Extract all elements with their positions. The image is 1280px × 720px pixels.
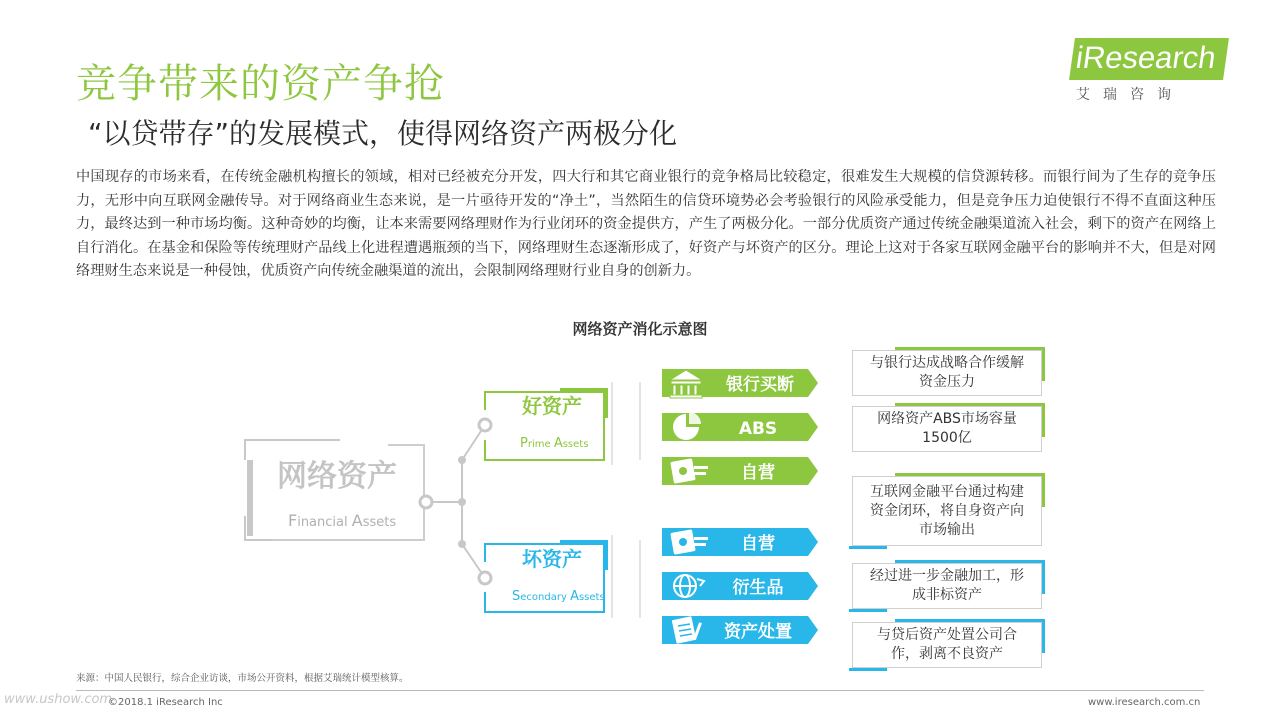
bad-item-label: 衍生品 [732, 578, 784, 598]
body-paragraph: 中国现存的市场来看，在传统金融机构擅长的领域，相对已经被充分开发，四大行和其它商业银行的竞争格局比较稳定，很难发生大规模的信贷源转移。而银行间为了生存的竞争压力，无形中向互联网金融传导。对于网络商业生态来说，是一片亟待开发的“净土”，当然陌生的信贷环境势必会考验银行的风险承受能力，但是竞争压力迫使银行不得不直面这种压力，最终达到一种市场均衡。这种奇妙的均衡，让本来需要网络理财作为行业闭环的资金提供方，产生了两极分化。一部分优质资产通过传统金融渠道流入社会，剩下的资产在网络上自行消化。在基金和保险等传统理财产品线上化进程遭遇瓶颈的当下，网络理财生态逐渐形成了，好资产与坏资产的区分。理论上这对于各家互联网金融平台的影响并不大，但是对网络理财生态来说是一种侵蚀，优质资产向传统金融渠道的流出，会限制网络理财行业自身的创新力。 [76, 169, 1216, 280]
page-subtitle: “以贷带存”的发展模式，使得网络资产两极分化 [88, 117, 678, 150]
watermark: www.ushow.com [4, 692, 113, 707]
root-label: 网络资产 [277, 459, 397, 494]
root-sublabel: Financial Assets [288, 511, 397, 530]
bad-item-derivatives [662, 572, 818, 600]
hub-dot-upper [458, 456, 466, 464]
logo-chinese-text: 艾瑞咨询 [1076, 87, 1184, 103]
website-link[interactable]: www.iresearch.com.cn [1088, 697, 1201, 708]
bad-item-self-operated [662, 528, 818, 556]
good-connector-dot [479, 419, 491, 431]
description-box-bank [852, 350, 1042, 396]
root-node [245, 440, 466, 548]
good-assets-node [479, 388, 608, 460]
good-item-label: 银行买断 [726, 375, 794, 395]
footer-divider [76, 690, 1204, 691]
hub-dot [458, 498, 466, 506]
bad-item-label: 自营 [741, 534, 775, 554]
description-box-abs [852, 406, 1042, 452]
copyright: ©2018.1 iResearch Inc [108, 697, 223, 708]
bad-item-label: 资产处置 [724, 622, 792, 642]
good-item-bank-buyout [662, 369, 818, 398]
good-assets-sublabel: Prime Assets [520, 436, 589, 451]
description-text: 经过进一步金融加工，形成非标资产 [870, 568, 1024, 603]
description-text: 与贷后资产处置公司合作，剥离不良资产 [877, 627, 1017, 662]
description-text: 网络资产ABS市场容量1500亿 [877, 411, 1017, 446]
description-text: 互联网金融平台通过构建资金闭环，将自身资产向市场输出 [870, 483, 1024, 538]
bad-assets-sublabel: Secondary Assets [512, 589, 605, 604]
good-item-self-operated [662, 457, 818, 485]
bad-item-asset-disposal [662, 616, 818, 644]
bad-connector-dot [479, 572, 491, 584]
hub-dot-lower [458, 540, 466, 548]
good-assets-label: 好资产 [522, 394, 582, 418]
description-box-asset-disposal [852, 622, 1042, 668]
description-text: 与银行达成战略合作缓解资金压力 [870, 355, 1024, 390]
bad-assets-node [479, 540, 608, 612]
diagram-title: 网络资产消化示意图 [572, 320, 708, 338]
description-box-self-operated [852, 476, 1042, 546]
good-item-label: ABS [738, 419, 778, 439]
source-note: 来源：中国人民银行，综合企业访谈，市场公开资料，根据艾瑞统计模型核算。 [76, 673, 409, 684]
page-title: 竞争带来的资产争抢 [76, 61, 445, 107]
root-connector-dot [420, 496, 432, 508]
bad-assets-label: 坏资产 [522, 547, 582, 571]
good-item-label: 自营 [741, 463, 775, 483]
logo-brand-text: iResearch [1069, 38, 1228, 80]
good-item-abs [662, 412, 818, 441]
description-box-derivatives [852, 563, 1042, 609]
